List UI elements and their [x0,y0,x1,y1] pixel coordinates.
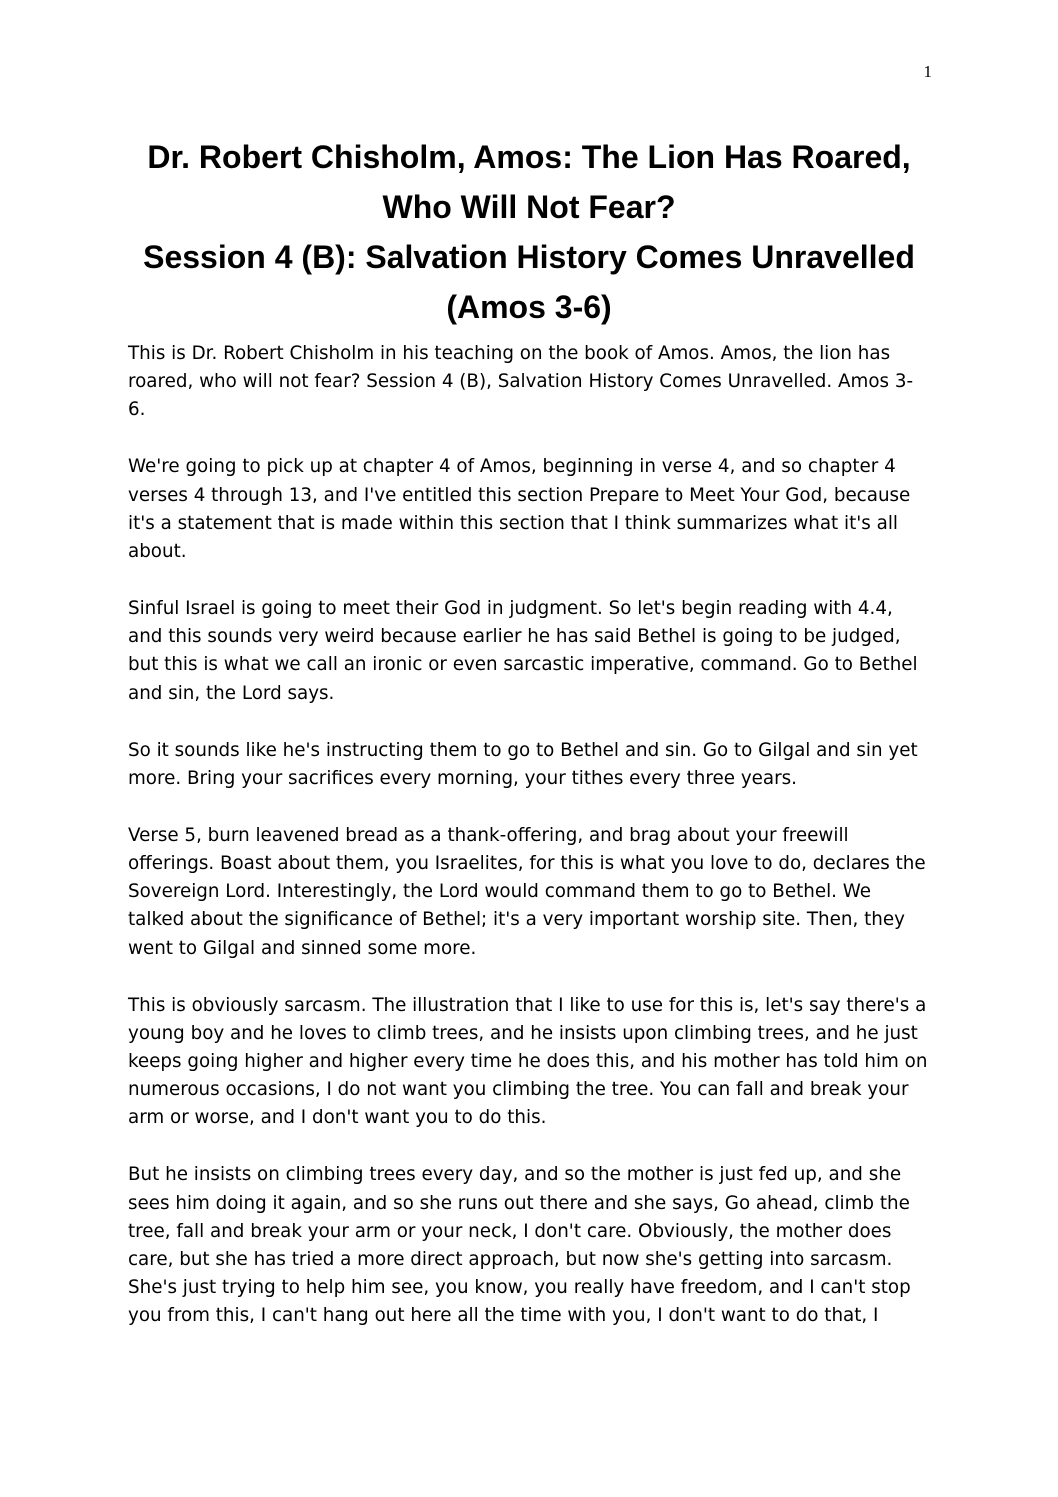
paragraph-2: We're going to pick up at chapter 4 of Amos, beginning in verse 4, and so chapter 4 verses 4 through 13, and I've entitled this section Prepare to Meet Your God, because it's a statement that is made within this section that I think summarizes what it's all about. [128,456,911,563]
paragraph-4: So it sounds like he's instructing them to go to Bethel and sin. Go to Gilgal and sin yet more. Bring your sacrifices every morning, your tithes every three years. [128,739,918,789]
paragraph-3: Sinful Israel is going to meet their God in judgment. So let's begin reading with 4.4, and this sounds very weird because earlier he has said Bethel is going to be judged, but this is what we call an ironic or even sarcastic imperative, command. Go to Bethel and sin, the Lord says. [128,598,918,704]
title-line-1: Dr. Robert Chisholm, Amos: The Lion Has Roared, [147,139,911,175]
paragraph-5: Verse 5, burn leavened bread as a thank-offering, and brag about your freewill offerings. Boast about them, you Israelites, for this is what you love to do, declares the Sovereign Lord. Interestingly, the Lord would command them to go to Bethel. We talked about the significance of Bethel; it's a very important worship site. Then, they went to Gilgal and sinned some more. [128,824,926,959]
title-line-4: (Amos 3-6) [446,289,612,325]
paragraph-1: This is Dr. Robert Chisholm in his teaching on the book of Amos. Amos, the lion has roared, who will not fear? Session 4 (B), Salvation History Comes Unravelled. Amos 3-6. [128,343,914,421]
document-body [128,340,928,1359]
document-title [100,132,958,332]
title-line-3: Session 4 (B): Salvation History Comes Unravelled [143,239,915,275]
paragraph-7: But he insists on climbing trees every day, and so the mother is just fed up, and she sees him doing it again, and so she runs out there and she says, Go ahead, climb the tree, fall and break your arm or your neck, I don't care. Obviously, the mother does care, but she has tried a more direct approach, but now she's getting into sarcasm. She's just trying to help him see, you know, you really have freedom, and I can't stop you from this, I can't hang out here all the time with you, I don't want to do that, I [128,1164,911,1327]
title-line-2: Who Will Not Fear? [382,189,676,225]
page-number: 1 [923,62,932,81]
paragraph-6: This is obviously sarcasm. The illustration that I like to use for this is, let's say there's a young boy and he loves to climb trees, and he insists upon climbing trees, and he just keeps going higher and higher every time he does this, and his mother has told him on numerous occasions, I do not want you climbing the tree. You can fall and break your arm or worse, and I don't want you to do this. [128,994,928,1129]
